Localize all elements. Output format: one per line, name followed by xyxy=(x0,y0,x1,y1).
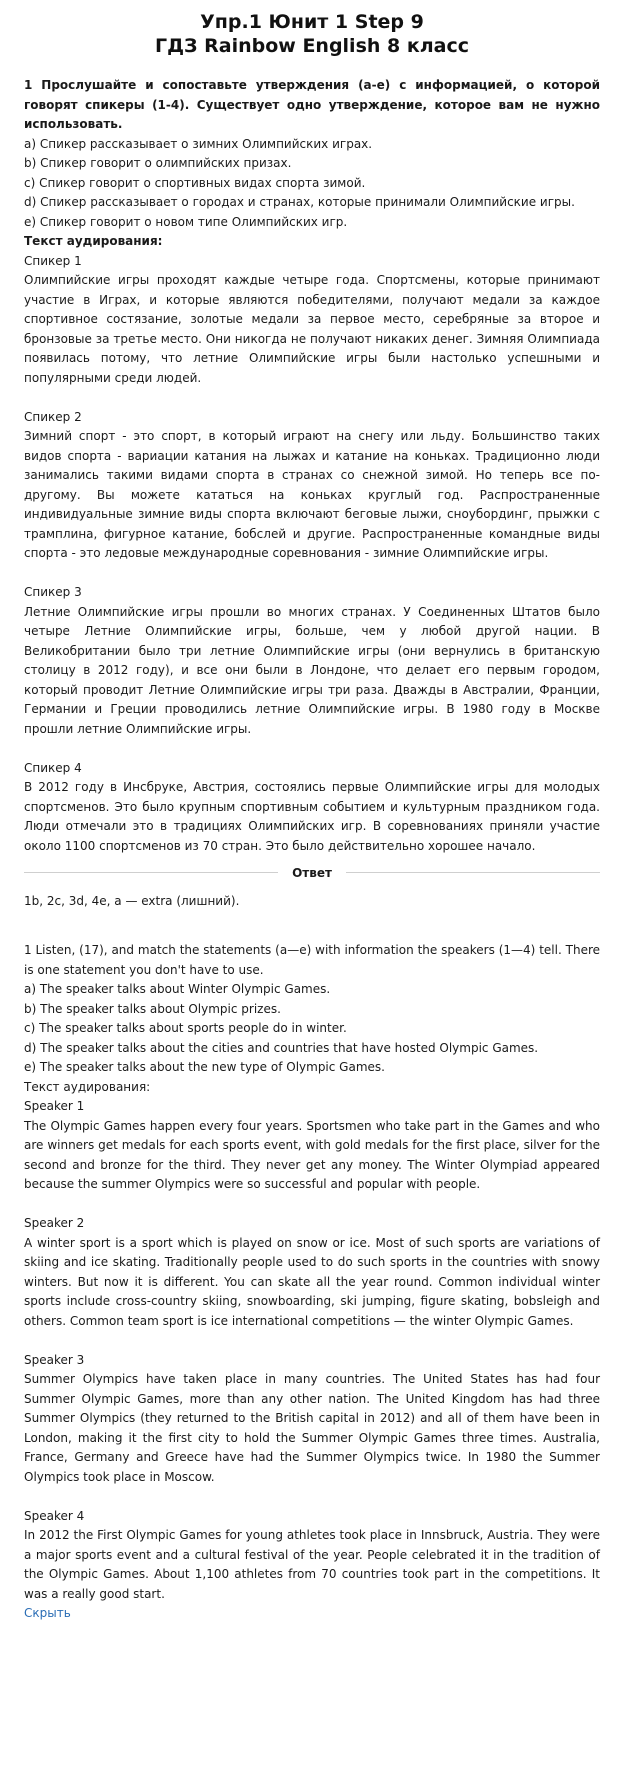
speaker-name-en-4: Speaker 4 xyxy=(24,1508,85,1523)
speaker-name-ru-1: Спикер 1 xyxy=(24,253,82,268)
statement-ru-c: c) Спикер говорит о спортивных видах спорта зимой. xyxy=(24,175,366,190)
speaker-text-ru-1: Олимпийские игры проходят каждые четыре года. Спортсмены, которые принимают участие в Играх, и которые являются победителями, получают медали за каждое спортивное состязание, золотые медали за первое место, серебряные за второе и бронзовые за третье место. Они никогда не получают никаких денег. Зимняя Олимпиада появилась потому, что летние Олимпийские игры были настолько успешными и популярными среди людей. xyxy=(24,273,600,385)
speaker-text-ru-4: В 2012 году в Инсбруке, Австрия, состоялись первые Олимпийские игры для молодых спортсменов. Это было крупным спортивным событием и культурным праздником года. Люди отмечали это в традициях Олимпийских игр. В соревнованиях приняли участие около 1100 спортсменов из 70 стран. Это было действительно хорошее начало. xyxy=(24,780,600,853)
statement-ru-a: a) Спикер рассказывает о зимних Олимпийских играх. xyxy=(24,136,373,151)
statement-en-d: d) The speaker talks about the cities and countries that have hosted Olympic Games. xyxy=(24,1040,539,1055)
task-text-en: 1 Listen, (17), and match the statements (a—e) with information the speakers (1—4) tell. There is one statement you don't have to use. xyxy=(24,943,600,977)
english-section xyxy=(24,941,600,1624)
speaker-name-en-3: Speaker 3 xyxy=(24,1352,85,1367)
task-text-ru: 1 Прослушайте и сопоставьте утверждения (а-е) с информацией, о которой говорят спикеры (1-4). Существует одно утверждение, которое вам не нужно использовать. xyxy=(24,78,600,131)
russian-section xyxy=(24,76,600,856)
statement-ru-e: e) Спикер говорит о новом типе Олимпийских игр. xyxy=(24,214,348,229)
statement-ru-d: d) Спикер рассказывает о городах и странах, которые принимали Олимпийские игры. xyxy=(24,195,575,209)
page-title xyxy=(24,10,600,58)
answer-label: Ответ xyxy=(278,866,346,880)
speaker-text-ru-2: Зимний спорт - это спорт, в который играют на снегу или льду. Большинство таких видов спорта - вариации катания на лыжах и катание на коньках. Традиционно люди занимались такими видами спорта в странах со снежной зимой. Но теперь все по-другому. Вы можете кататься на коньках круглый год. Распространенные индивидуальные зимние виды спорта включают беговые лыжи, сноубординг, прыжки с трамплина, фигурное катание, бобслей и другие. Распространенные командные виды спорта - это ледовые международные соревнования - зимние Олимпийские игры. xyxy=(24,429,600,560)
speaker-text-en-3: Summer Olympics have taken place in many countries. The United States has had four Summer Olympic Games, more than any other nation. The United Kingdom has had three Summer Olympics (they returned to the British capital in 2012) and all of them have been in London, making it the first city to hold the Summer Olympic Games three times. Australia, France, Germany and Greece have had the Summer Olympics twice. In 1980 the Summer Olympics took place in Moscow. xyxy=(24,1372,600,1484)
statement-ru-b: b) Спикер говорит о олимпийских призах. xyxy=(24,156,292,170)
statement-en-c: c) The speaker talks about sports people do in winter. xyxy=(24,1021,347,1035)
speaker-name-ru-2: Спикер 2 xyxy=(24,409,82,424)
speaker-name-ru-4: Спикер 4 xyxy=(24,760,82,775)
statement-en-e: e) The speaker talks about the new type of Olympic Games. xyxy=(24,1060,385,1074)
listening-label-ru: Текст аудирования: xyxy=(24,234,163,248)
speaker-text-en-4: In 2012 the First Olympic Games for young athletes took place in Innsbruck, Austria. They were a major sports event and a cultural festival of the year. People celebrated it in the tradition of the Olympic Games. About 1,100 athletes from 70 countries took part in the competitions. It was a really good start. xyxy=(24,1528,600,1601)
hide-link[interactable]: Скрыть xyxy=(24,1606,71,1620)
speaker-name-en-2: Speaker 2 xyxy=(24,1216,85,1230)
speaker-name-en-1: Speaker 1 xyxy=(24,1099,85,1113)
speaker-name-ru-3: Спикер 3 xyxy=(24,585,82,599)
speaker-text-ru-3: Летние Олимпийские игры прошли во многих странах. У Соединенных Штатов было четыре Летние Олимпийские игры, больше, чем у любой другой нации. В Великобритании было три летние Олимпийские игры (они вернулись в британскую столицу в 2012 году), и все они были в Лондоне, что делает его первым городом, который проводит Летние Олимпийские игры три раза. Дважды в Австралии, Франции, Германии и Греции проводились летние Олимпийские игры. В 1980 году в Москве прошли летние Олимпийские игры. xyxy=(24,604,600,736)
answer-divider xyxy=(24,862,600,882)
statement-en-a: a) The speaker talks about Winter Olympic Games. xyxy=(24,982,331,996)
answer-text: 1b, 2c, 3d, 4e, a — extra (лишний). xyxy=(24,894,240,908)
speaker-text-en-2: A winter sport is a sport which is played on snow or ice. Most of such sports are variations of skiing and ice skating. Traditionally people used to do such sports in the countries with snowy winters. But now it is different. You can skate all the year round. Common individual winter sports include cross-country skiing, snowboarding, ski jumping, figure skating, bobsleigh and others. Common team sport is ice international competitions — the winter Olympic Games. xyxy=(24,1235,600,1328)
listening-label-en: Текст аудирования: xyxy=(24,1079,151,1094)
title-line-2: ГДЗ Rainbow English 8 класс xyxy=(154,35,470,57)
speaker-text-en-1: The Olympic Games happen every four years. Sportsmen who take part in the Games and who are winners get medals for each sports event, with gold medals for the first place, silver for the second and bronze for the third. They never get any money. The Winter Olympiad appeared because the summer Olympics were so successful and popular with people. xyxy=(24,1118,600,1191)
statement-en-b: b) The speaker talks about Olympic prizes. xyxy=(24,1001,281,1016)
title-line-1: Упр.1 Юнит 1 Step 9 xyxy=(200,11,424,33)
